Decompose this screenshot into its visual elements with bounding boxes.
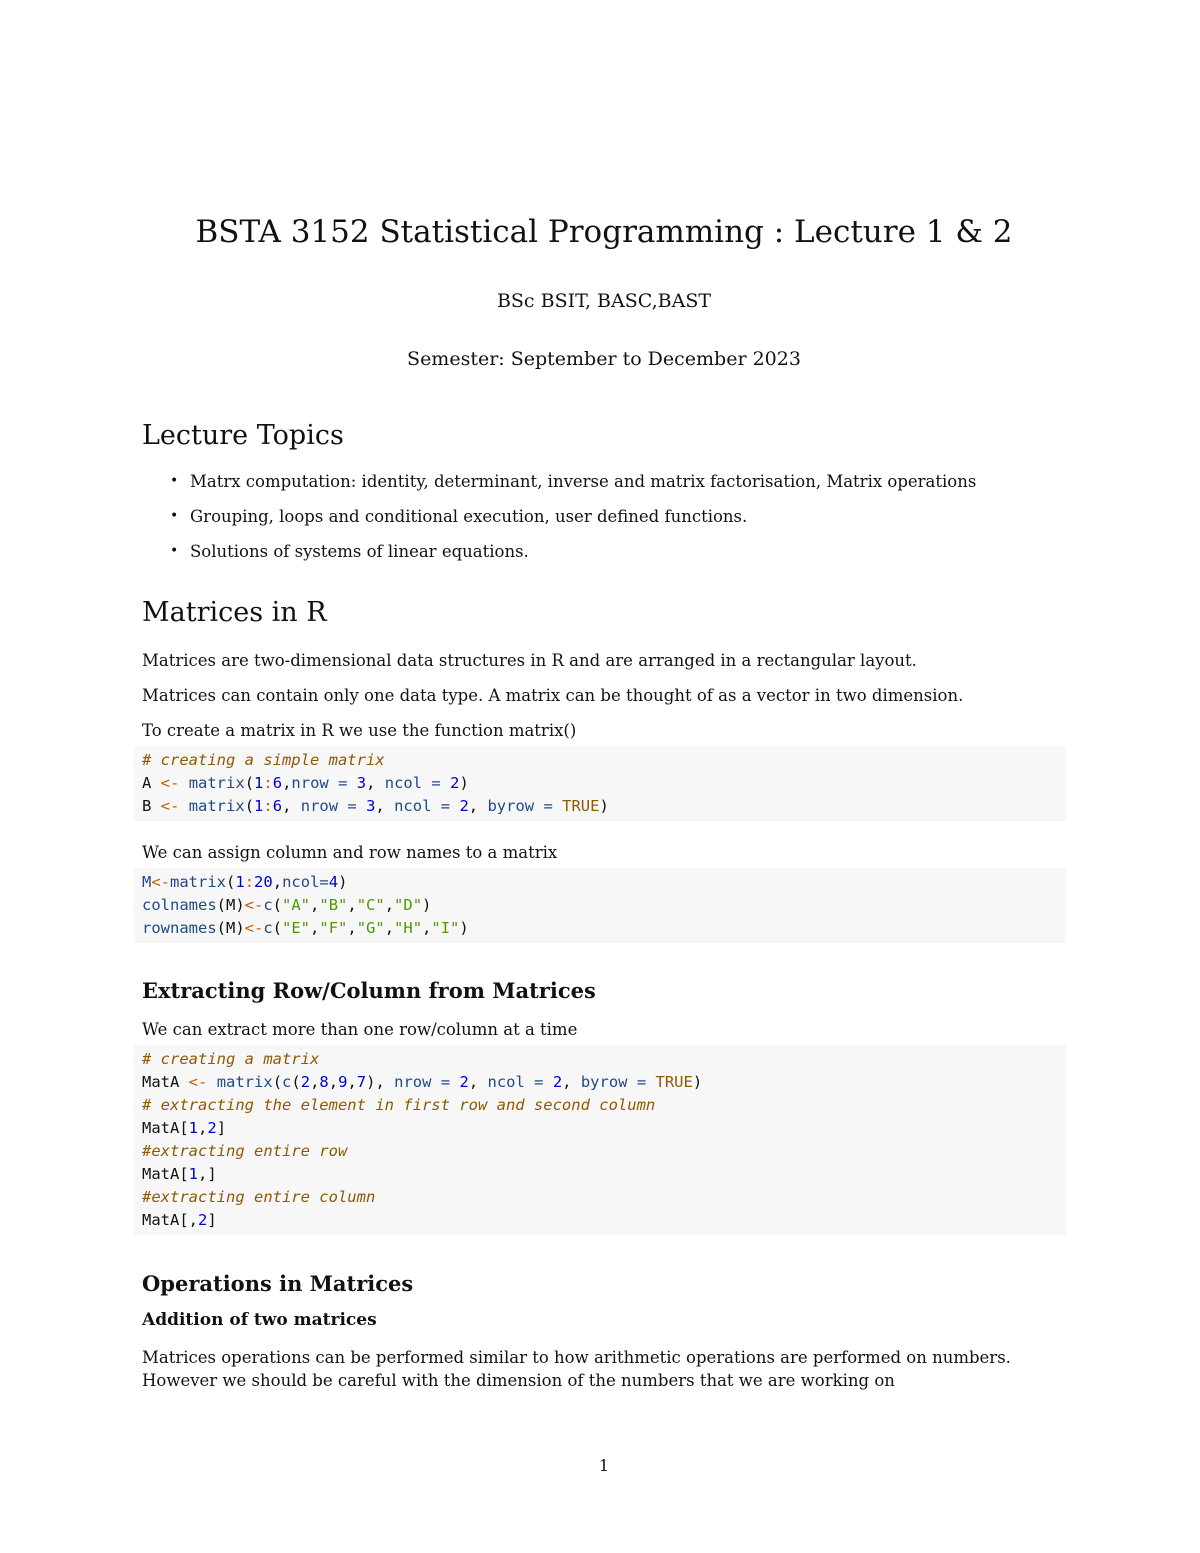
lecture-topics-list [142, 470, 976, 575]
code-line: A <- matrix(1:6,nrow = 3, ncol = 2) [142, 774, 469, 792]
topic-item: • Solutions of systems of linear equations. [142, 540, 976, 575]
extracting-heading: Extracting Row/Column from Matrices [142, 978, 596, 1003]
code-line: MatA[,2] [142, 1211, 217, 1229]
matrices-heading: Matrices in R [142, 597, 327, 628]
addition-subheading: Addition of two matrices [142, 1310, 377, 1330]
code-line: B <- matrix(1:6, nrow = 3, ncol = 2, byrow = TRUE) [142, 797, 609, 815]
topic-item: • Matrx computation: identity, determinant, inverse and matrix factorisation, Matrix operations [142, 470, 976, 505]
code-line: MatA[1,] [142, 1165, 217, 1183]
document-subtitle: BSc BSIT, BASC,BAST [496, 290, 712, 312]
extracting-para: We can extract more than one row/column at a time [142, 1020, 578, 1039]
matrices-para-4: We can assign column and row names to a matrix [142, 843, 558, 862]
code-line: #extracting entire row [142, 1142, 348, 1160]
code-line: rownames(M)<-c("E","F","G","H","I") [142, 919, 469, 937]
matrices-para-2: Matrices can contain only one data type. A matrix can be thought of as a vector in two dimension. [142, 686, 964, 705]
operations-para: Matrices operations can be performed similar to how arithmetic operations are performed on numbers. However we should be careful with the dimension of the numbers that we are working on [142, 1348, 1011, 1390]
code-line: #extracting entire column [142, 1188, 376, 1206]
code-line: # creating a simple matrix [142, 751, 385, 769]
matrices-para-3: To create a matrix in R we use the function matrix() [142, 721, 577, 740]
code-line: # creating a matrix [142, 1050, 320, 1068]
document-semester: Semester: September to December 2023 [407, 348, 801, 370]
code-block-create-matrix [134, 746, 1066, 821]
topic-item: • Grouping, loops and conditional execution, user defined functions. [142, 505, 976, 540]
matrices-para-1: Matrices are two-dimensional data structures in R and are arranged in a rectangular layout. [142, 651, 917, 670]
code-line: M<-matrix(1:20,ncol=4) [142, 873, 348, 891]
code-line: MatA <- matrix(c(2,8,9,7), nrow = 2, ncol = 2, byrow = TRUE) [142, 1073, 703, 1091]
operations-heading: Operations in Matrices [142, 1271, 414, 1296]
code-line: colnames(M)<-c("A","B","C","D") [142, 896, 432, 914]
code-block-names [134, 868, 1066, 943]
code-line: # extracting the element in first row and second column [142, 1096, 656, 1114]
code-block-extract [134, 1045, 1066, 1235]
document-title: BSTA 3152 Statistical Programming : Lecture 1 & 2 [195, 214, 1013, 250]
page-number: 1 [598, 1456, 610, 1475]
code-line: MatA[1,2] [142, 1119, 227, 1137]
lecture-topics-heading: Lecture Topics [142, 420, 344, 451]
